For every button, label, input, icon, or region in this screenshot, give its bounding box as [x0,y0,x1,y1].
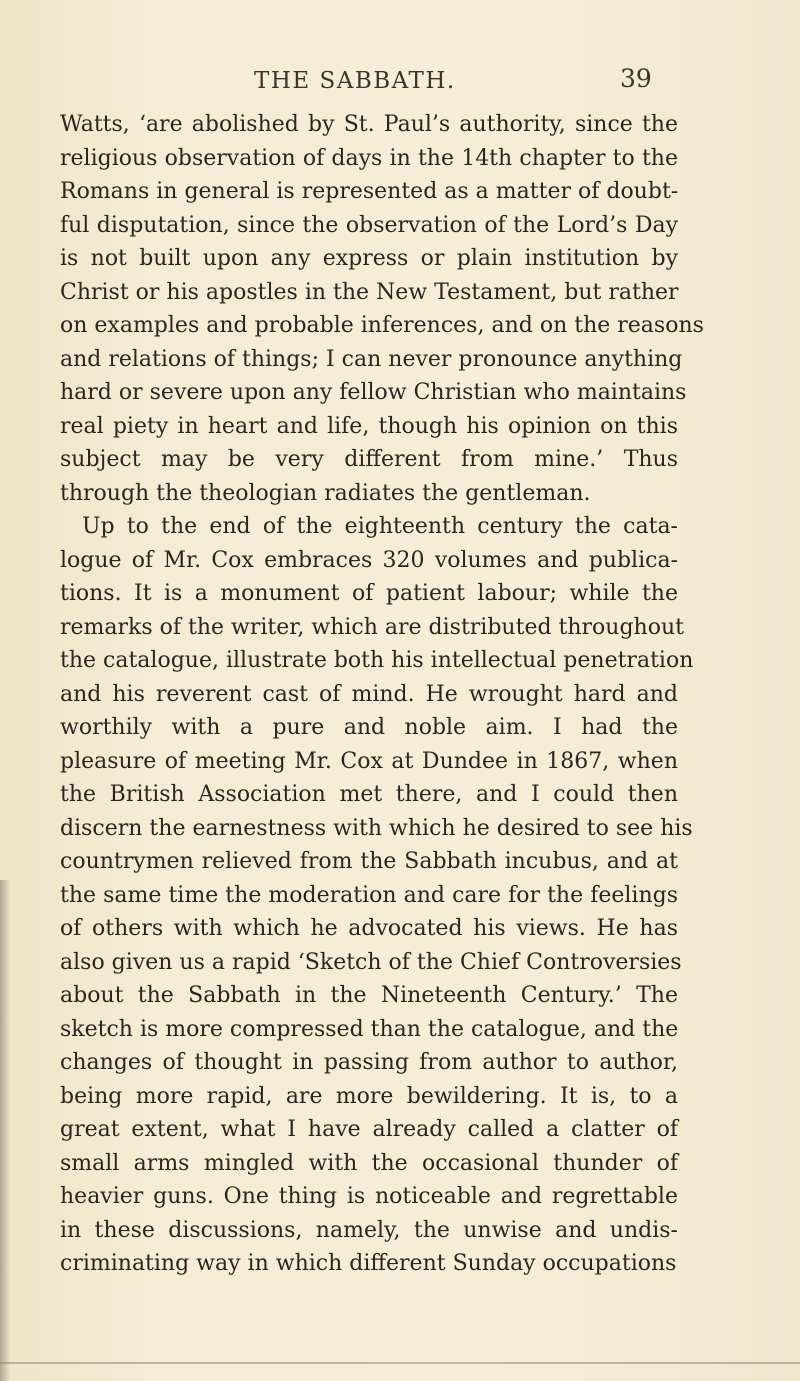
running-head [0,64,800,104]
text-line: the British Association met there, and I could then [60,782,678,807]
text-line: worthily with a pure and noble aim. I had the [60,715,678,740]
text-line: is not built upon any express or plain institution by [60,246,678,271]
text-line: pleasure of meeting Mr. Cox at Dundee in 1867, when [60,748,678,774]
text-line: on examples and probable inferences, and on the reasons [60,313,704,338]
text-line: tions. It is a monument of patient labour; while the [60,581,678,606]
text-line: heavier guns. One thing is noticeable and regrettable [60,1184,678,1209]
text-line: criminating way in which different Sunday occupations [60,1251,677,1276]
text-line: sketch is more compressed than the catalogue, and the [60,1016,679,1042]
body-text [60,108,704,1281]
text-line: Watts, ‘are abolished by St. Paul’s authority, since the [60,112,678,137]
text-line: countrymen relieved from the Sabbath incubus, and at [60,849,678,874]
text-line: about the Sabbath in the Nineteenth Century.’ The [60,983,678,1008]
text-line: real piety in heart and life, though his opinion on this [60,413,678,439]
text-line: Up to the end of the eighteenth century the cata- [82,514,678,539]
text-line: the same time the moderation and care for the feelings [60,882,678,908]
text-line: in these discussions, namely, the unwise and undis- [60,1217,678,1243]
page-bottom-edge [0,1362,800,1364]
text-line: logue of Mr. Cox embraces 320 volumes and publica- [60,547,678,573]
text-line: hard or severe upon any fellow Christian who maintains [60,380,687,405]
page-number: 39 [620,64,652,93]
text-line: religious observation of days in the 14th chapter to the [60,145,678,171]
text-line: through the theologian radiates the gentleman. [60,480,591,506]
text-line: great extent, what I have already called a clatter of [60,1117,678,1142]
text-line: Christ or his apostles in the New Testament, but rather [60,279,679,305]
text-line: subject may be very different from mine.’ Thus [60,447,678,472]
text-line: ful disputation, since the observation of the Lord’s Day [60,212,678,238]
text-line: and his reverent cast of mind. He wrought hard and [60,681,678,707]
text-line: being more rapid, are more bewildering. It is, to a [60,1083,678,1109]
running-title: THE SABBATH. [254,68,456,94]
text-line: Romans in general is represented as a matter of doubt- [60,179,679,204]
text-line: small arms mingled with the occasional thunder of [60,1150,678,1176]
text-line: also given us a rapid ‘Sketch of the Chief Controversies [60,949,682,975]
page-edge-shadow [0,880,10,1381]
text-line: of others with which he advocated his views. He has [60,916,678,941]
text-line: discern the earnestness with which he desired to see his [60,815,693,841]
text-line: the catalogue, illustrate both his intellectual penetration [60,648,694,673]
text-line: and relations of things; I can never pronounce anything [60,346,683,372]
text-line: changes of thought in passing from author to author, [60,1050,678,1075]
text-line: remarks of the writer, which are distributed throughout [60,614,684,640]
